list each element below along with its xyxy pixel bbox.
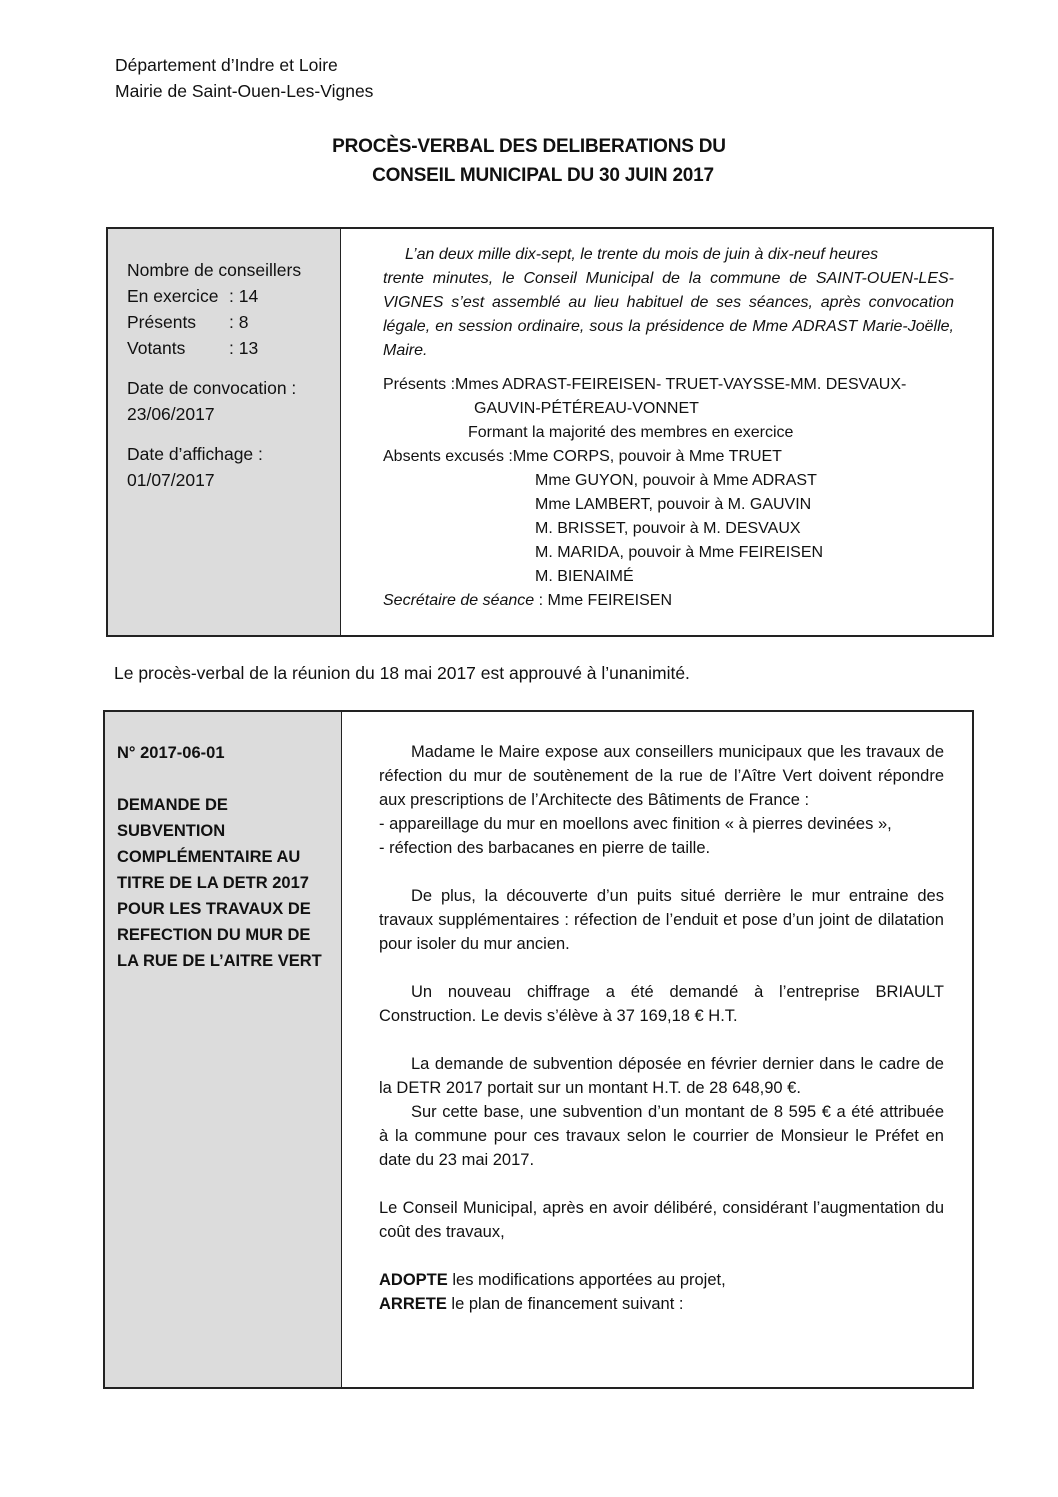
intro-line-1: L’an deux mille dix-sept, le trente du mois de juin à dix-neuf heures — [405, 246, 879, 263]
decision-adopte — [379, 1268, 944, 1292]
deliberation-subject: DEMANDE DE SUBVENTION COMPLÉMENTAIRE AU TITRE DE LA DETR 2017 POUR LES TRAVAUX DE REFECTION DU MUR DE LA RUE DE L’AITRE VERT — [117, 796, 322, 970]
list-item: - appareillage du mur en moellons avec finition « à pierres devinées », — [379, 815, 892, 833]
decision-keyword: ARRETE — [379, 1295, 447, 1313]
attendance — [383, 373, 954, 613]
convocation-date: 23/06/2017 — [127, 404, 215, 424]
department-name: Département d’Indre et Loire — [115, 55, 338, 75]
paragraph: Madame le Maire expose aux conseillers municipaux que les travaux de réfection du mur de soutènement de la rue de l’Aître Vert doivent répondre aux prescriptions de l’Architecte des Bâtiments de France : — [379, 743, 944, 809]
deliberation-body — [342, 712, 972, 1387]
intro-rest: trente minutes, le Conseil Municipal de la commune de SAINT-OUEN-LES-VIGNES s’est assemblé au lieu habituel de ses séances, après convocation légale, en session ordinaire, sous la présidence de Mme ADRAST Marie-Joëlle, Maire. — [383, 270, 954, 359]
mairie-name: Mairie de Saint-Ouen-Les-Vignes — [115, 81, 374, 101]
absent-entry: M. BRISSET, pouvoir à M. DESVAUX — [535, 520, 801, 537]
absent-entry: Mme CORPS, pouvoir à Mme TRUET — [512, 448, 782, 465]
affichage-date: 01/07/2017 — [127, 470, 215, 490]
stat-votants — [127, 335, 340, 361]
deliberation-header-panel — [105, 712, 342, 1387]
quorum-note: Formant la majorité des membres en exercice — [468, 424, 794, 441]
decision-keyword: ADOPTE — [379, 1271, 448, 1289]
paragraph: Sur cette base, une subvention d’un montant de 8 595 € a été attribuée à la commune pour ces travaux selon le courrier de Monsieur le Préfet en date du 23 mai 2017. — [379, 1103, 944, 1169]
stat-presents — [127, 309, 340, 335]
decision-arrete — [379, 1292, 944, 1316]
stat-label: En exercice — [127, 286, 219, 306]
stat-value: : 14 — [229, 286, 259, 306]
absents-list — [383, 445, 954, 589]
stat-value: : 8 — [229, 312, 249, 332]
affichage-label: Date d’affichage : — [127, 444, 263, 464]
stat-label: Présents — [127, 312, 197, 332]
secretary-line — [383, 589, 954, 613]
secretary-label: Secrétaire de séance — [383, 592, 535, 609]
secretary-value: : Mme FEIREISEN — [534, 592, 672, 609]
list-item: - réfection des barbacanes en pierre de taille. — [379, 839, 711, 857]
absent-entry: Mme GUYON, pouvoir à Mme ADRAST — [535, 472, 817, 489]
presents-list-line-2: GAUVIN-PÉTÉREAU-VONNET — [474, 400, 699, 417]
paragraph: La demande de subvention déposée en février dernier dans le cadre de la DETR 2017 portait sur un montant H.T. de 28 648,90 €. — [379, 1055, 944, 1097]
document-header — [115, 52, 373, 104]
deliberation-box — [103, 710, 974, 1389]
decision-text: le plan de financement suivant : — [446, 1295, 684, 1313]
stat-value: : 13 — [229, 338, 259, 358]
absent-entry: Mme LAMBERT, pouvoir à M. GAUVIN — [535, 496, 812, 513]
title-line-1: PROCÈS-VERBAL DES DELIBERATIONS DU — [332, 136, 726, 157]
title-line-2: CONSEIL MUNICIPAL DU 30 JUIN 2017 — [372, 165, 714, 186]
presents-list-line-1: Mmes ADRAST-FEIREISEN- TRUET-VAYSSE-MM. DESVAUX- — [455, 376, 907, 393]
absent-entry: M. BIENAIMÉ — [535, 568, 634, 585]
deliberation-number: N° 2017-06-01 — [117, 744, 225, 762]
paragraph: De plus, la découverte d’un puits situé derrière le mur entraine des travaux supplémentaires : réfection de l’enduit et pose d’un joint de dilatation pour isoler du mur ancien. — [379, 887, 944, 953]
approval-statement: Le procès-verbal de la réunion du 18 mai 2017 est approuvé à l’unanimité. — [114, 663, 690, 683]
stat-label: Votants — [127, 338, 186, 358]
convocation-label: Date de convocation : — [127, 378, 297, 398]
paragraph: Le Conseil Municipal, après en avoir délibéré, considérant l’augmentation du coût des travaux, — [379, 1199, 944, 1241]
presents-label: Présents : — [383, 376, 456, 393]
absent-entry: M. MARIDA, pouvoir à Mme FEIREISEN — [535, 544, 824, 561]
paragraph: Un nouveau chiffrage a été demandé à l’entreprise BRIAULT Construction. Le devis s’élève à 37 169,18 € H.T. — [379, 983, 944, 1025]
absents-label: Absents excusés : — [383, 448, 513, 465]
decision-text: les modifications apportées au projet, — [447, 1271, 726, 1289]
councillors-count-label: Nombre de conseillers — [127, 260, 302, 280]
stat-exercice — [127, 283, 340, 309]
council-stats-panel — [108, 229, 341, 635]
document-title — [0, 132, 1058, 190]
session-info-box — [106, 227, 994, 637]
session-intro — [383, 243, 954, 363]
session-details — [341, 229, 992, 635]
